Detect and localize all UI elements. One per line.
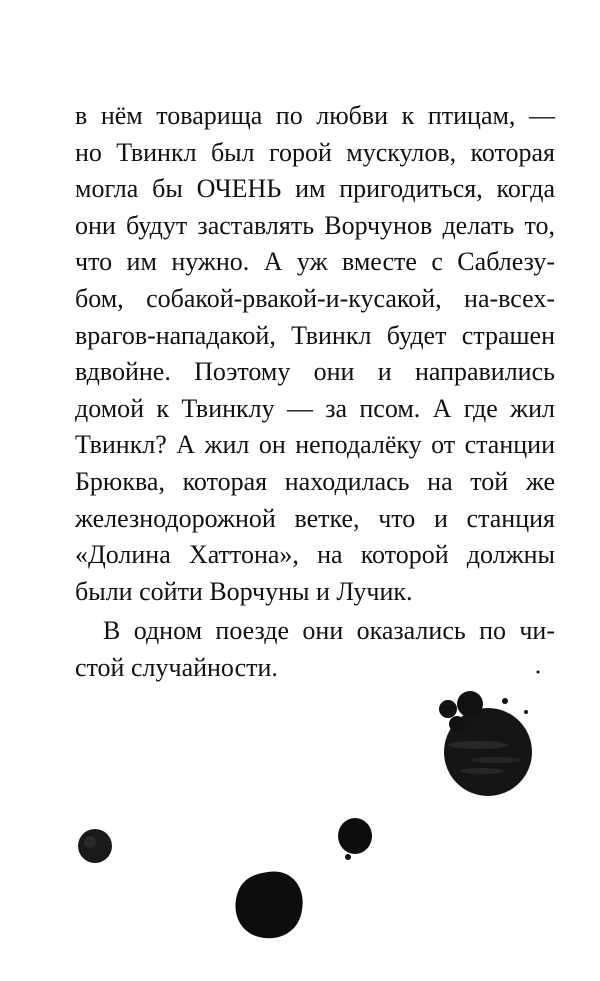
ink-blot-icon (338, 818, 372, 860)
text-line: они будут заставлять Ворчунов делать то, (75, 210, 555, 240)
paragraph-2 (75, 613, 555, 686)
ink-blot-icon (439, 691, 532, 796)
body-text (75, 98, 555, 687)
text-line: в нём товарища по любви к птицам, — (75, 101, 555, 130)
text-line: вдвойне. Поэтому они и направились (75, 357, 555, 387)
text-line: но Твинкл был горой мускулов, которая (75, 137, 555, 167)
text-line: Твинкл? А жил он неподалёку от станции (75, 430, 555, 460)
ink-blot-icon (235, 871, 302, 938)
text-line: врагов-нападакой, Твинкл будет страшен (75, 320, 555, 350)
text-line: были сойти Ворчуны и Лучик. (75, 576, 413, 606)
paragraph-1 (75, 98, 555, 610)
text-line: стой случайности. (75, 652, 278, 682)
text-line: В одном поезде они оказались по чи- (103, 616, 555, 646)
text-line: могла бы ОЧЕНЬ им пригодиться, когда (75, 174, 555, 204)
text-line: домой к Твинклу — за псом. А где жил (75, 393, 555, 423)
text-line: Брюква, которая находилась на той же (75, 466, 555, 496)
ink-blot-icon (78, 829, 112, 863)
text-line: железнодорожной ветке, что и станция (75, 503, 555, 533)
text-line: «Долина Хаттона», на которой должны (75, 540, 555, 570)
text-line: что им нужно. А уж вместе с Саблезу- (75, 247, 555, 277)
text-line: бом, собакой-рвакой-и-кусакой, на-всех- (75, 283, 555, 313)
